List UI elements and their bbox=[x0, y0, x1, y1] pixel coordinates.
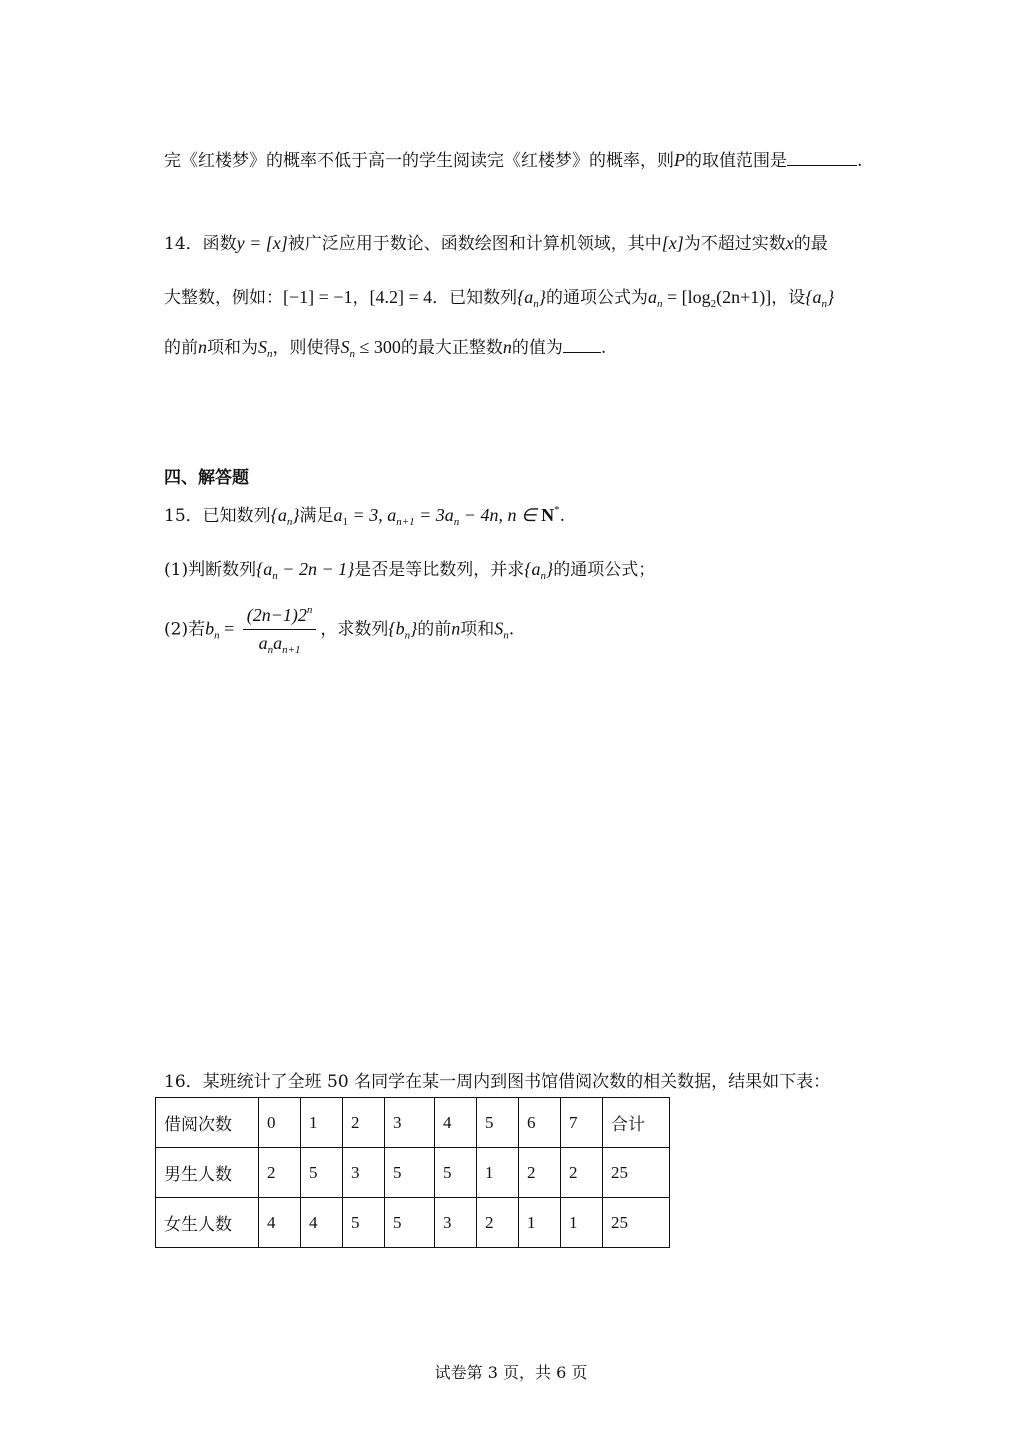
q14-line-2 bbox=[164, 283, 834, 310]
table-cell: 2 bbox=[519, 1148, 561, 1198]
table-cell: 5 bbox=[385, 1198, 435, 1248]
q15-math: S bbox=[494, 618, 504, 639]
q15-text: ，求数列 bbox=[320, 619, 389, 640]
q15-math: {b bbox=[388, 618, 405, 639]
q14-math: (2n+1)] bbox=[716, 287, 772, 307]
q14-text: ，设 bbox=[771, 288, 806, 308]
q15-sub: n bbox=[503, 629, 509, 642]
q15-math: } bbox=[292, 505, 300, 525]
q13-answer-blank bbox=[787, 151, 857, 166]
q14-math: [−1] = −1 bbox=[283, 287, 353, 307]
table-cell: 借阅次数 bbox=[156, 1098, 259, 1148]
q15-math: {a bbox=[524, 559, 541, 579]
q15-text: (2)若 bbox=[164, 619, 206, 640]
table-cell: 女生人数 bbox=[156, 1198, 259, 1248]
q15-sup: n bbox=[306, 604, 313, 616]
table-cell: 6 bbox=[519, 1098, 561, 1148]
q13-text-a: 完《红楼梦》的概率不低于高一的学生阅读完《红楼梦》的概率，则 bbox=[164, 151, 674, 171]
q14-text: 大整数，例如： bbox=[164, 288, 283, 308]
q14-sub: n bbox=[533, 298, 539, 310]
q15-part-1 bbox=[164, 555, 655, 582]
q15-math: − 2n − 1} bbox=[277, 559, 355, 579]
q15-text: 的通项公式； bbox=[553, 560, 656, 580]
q15-stem bbox=[164, 501, 565, 528]
q14-math: x bbox=[785, 233, 794, 253]
q14-math: S bbox=[340, 337, 350, 357]
q15-sub: n bbox=[540, 570, 546, 582]
fraction-denominator bbox=[259, 630, 301, 656]
q14-text: ，则使得 bbox=[272, 338, 341, 358]
table-cell: 1 bbox=[301, 1098, 343, 1148]
q14-text: 被广泛应用于数论、函数绘图和计算机领域，其中 bbox=[287, 234, 662, 254]
q14-text: 的值为 bbox=[511, 338, 563, 358]
section-heading: 四、解答题 bbox=[164, 468, 249, 488]
table-row bbox=[156, 1198, 670, 1248]
q14-math: [4.2] = 4 bbox=[369, 287, 433, 307]
q14-math: n bbox=[502, 337, 512, 357]
table-cell: 4 bbox=[435, 1098, 477, 1148]
q14-math: } bbox=[538, 287, 546, 307]
q15-math: = 3a bbox=[414, 505, 454, 525]
q15-sup: * bbox=[554, 504, 560, 516]
q15-sub: n bbox=[272, 570, 278, 582]
table-cell: 5 bbox=[385, 1148, 435, 1198]
table-cell: 5 bbox=[477, 1098, 519, 1148]
q14-math: = [log bbox=[662, 287, 711, 307]
q14-sub: n bbox=[349, 348, 355, 360]
table-cell: 5 bbox=[343, 1198, 385, 1248]
q13-text-b: 的取值范围是 bbox=[685, 151, 787, 171]
table-cell: 25 bbox=[603, 1148, 670, 1198]
table-cell: 1 bbox=[477, 1148, 519, 1198]
q15-math: a bbox=[258, 633, 268, 653]
q14-math: {a bbox=[517, 287, 534, 307]
q16-intro: 16．某班统计了全班 50 名同学在某一周内到图书馆借阅次数的相关数据，结果如下表： bbox=[164, 1072, 831, 1092]
q15-math: n bbox=[451, 618, 461, 639]
q15-sub: n+1 bbox=[282, 644, 301, 656]
page-footer: 试卷第 3 页，共 6 页 bbox=[434, 1363, 588, 1382]
q15-math: a bbox=[333, 505, 343, 525]
q15-sub: n bbox=[286, 516, 293, 528]
q13-end: . bbox=[857, 151, 863, 171]
table-cell: 5 bbox=[301, 1148, 343, 1198]
q15-sub: n bbox=[404, 629, 411, 642]
table-row bbox=[156, 1148, 670, 1198]
table-cell: 1 bbox=[561, 1198, 603, 1248]
q15-end: . bbox=[559, 506, 566, 526]
q15-sub: n bbox=[267, 644, 274, 656]
table-cell: 4 bbox=[301, 1198, 343, 1248]
q15-math: (2n−1)2 bbox=[246, 605, 307, 625]
table-cell: 5 bbox=[435, 1148, 477, 1198]
table-cell: 1 bbox=[519, 1198, 561, 1248]
q15-math: = 3, a bbox=[348, 505, 397, 525]
q14-text: 的最 bbox=[793, 234, 828, 254]
q14-text: 为不超过实数 bbox=[683, 234, 786, 254]
table-cell: 3 bbox=[435, 1198, 477, 1248]
q15-sub: n+1 bbox=[396, 516, 415, 528]
table-cell: 25 bbox=[603, 1198, 670, 1248]
q14-math: a bbox=[648, 287, 657, 307]
q15-sub: n bbox=[214, 629, 220, 642]
q15-text: 项和 bbox=[460, 619, 495, 640]
table-cell: 2 bbox=[561, 1148, 603, 1198]
q14-sub: n bbox=[657, 298, 663, 310]
fraction-numerator bbox=[243, 604, 317, 630]
q14-math: ≤ 300 bbox=[355, 337, 401, 357]
table-cell: 3 bbox=[343, 1148, 385, 1198]
table-cell: 2 bbox=[343, 1098, 385, 1148]
table-cell: 2 bbox=[477, 1198, 519, 1248]
q14-text: ， bbox=[352, 288, 370, 308]
q14-text: 14．函数 bbox=[164, 234, 237, 254]
q15-text: 满足 bbox=[299, 506, 334, 526]
q14-text: ．已知数列 bbox=[432, 288, 518, 308]
q15-text: 是否是等比数列，并求 bbox=[354, 560, 525, 580]
q15-sub: n bbox=[453, 516, 460, 528]
table-cell: 合计 bbox=[603, 1098, 670, 1148]
q13-var-p: P bbox=[674, 150, 685, 170]
table-cell: 2 bbox=[259, 1148, 301, 1198]
q14-math: y = [x] bbox=[236, 233, 288, 253]
q15-math: } bbox=[410, 618, 418, 639]
q15-math: − 4n, n ∈ bbox=[459, 505, 542, 525]
borrowing-table bbox=[155, 1097, 670, 1248]
q15-math: b bbox=[205, 618, 215, 639]
q14-text: 的最大正整数 bbox=[400, 338, 503, 358]
q15-math: {a bbox=[270, 505, 287, 525]
q14-math: [x] bbox=[661, 233, 684, 253]
q15-math: } bbox=[546, 559, 554, 579]
q13-continuation bbox=[164, 146, 862, 171]
q15-part-2 bbox=[164, 604, 514, 656]
q15-math: N bbox=[541, 505, 555, 525]
q14-sub: n bbox=[267, 348, 273, 360]
q14-math: {a bbox=[805, 287, 822, 307]
q14-sub: n bbox=[821, 298, 827, 310]
q15-sub: 1 bbox=[342, 516, 349, 528]
q14-text: 项和为 bbox=[207, 338, 258, 358]
q14-text: 的前 bbox=[164, 338, 198, 358]
table-cell: 7 bbox=[561, 1098, 603, 1148]
table-header-row bbox=[156, 1098, 670, 1148]
q15-fraction bbox=[243, 604, 317, 656]
table-cell: 男生人数 bbox=[156, 1148, 259, 1198]
q15-math: a bbox=[273, 633, 283, 653]
q14-end: . bbox=[600, 338, 607, 358]
q14-math: n bbox=[198, 337, 207, 357]
q15-text: 的前 bbox=[417, 619, 452, 640]
q14-sub: 2 bbox=[710, 298, 717, 310]
q14-line-1 bbox=[164, 229, 828, 254]
q14-line-3 bbox=[164, 333, 606, 360]
table-cell: 0 bbox=[259, 1098, 301, 1148]
q15-math: = bbox=[219, 618, 239, 639]
q14-math: } bbox=[827, 287, 835, 307]
q14-answer-blank bbox=[563, 338, 601, 353]
table-cell: 4 bbox=[259, 1198, 301, 1248]
q14-math: S bbox=[258, 337, 267, 357]
q14-text: 的通项公式为 bbox=[546, 288, 648, 308]
q15-text: (1)判断数列 bbox=[164, 560, 257, 580]
table-cell: 3 bbox=[385, 1098, 435, 1148]
q15-text: 15．已知数列 bbox=[164, 506, 271, 526]
q15-math: {a bbox=[256, 559, 273, 579]
q15-end: . bbox=[508, 619, 515, 640]
